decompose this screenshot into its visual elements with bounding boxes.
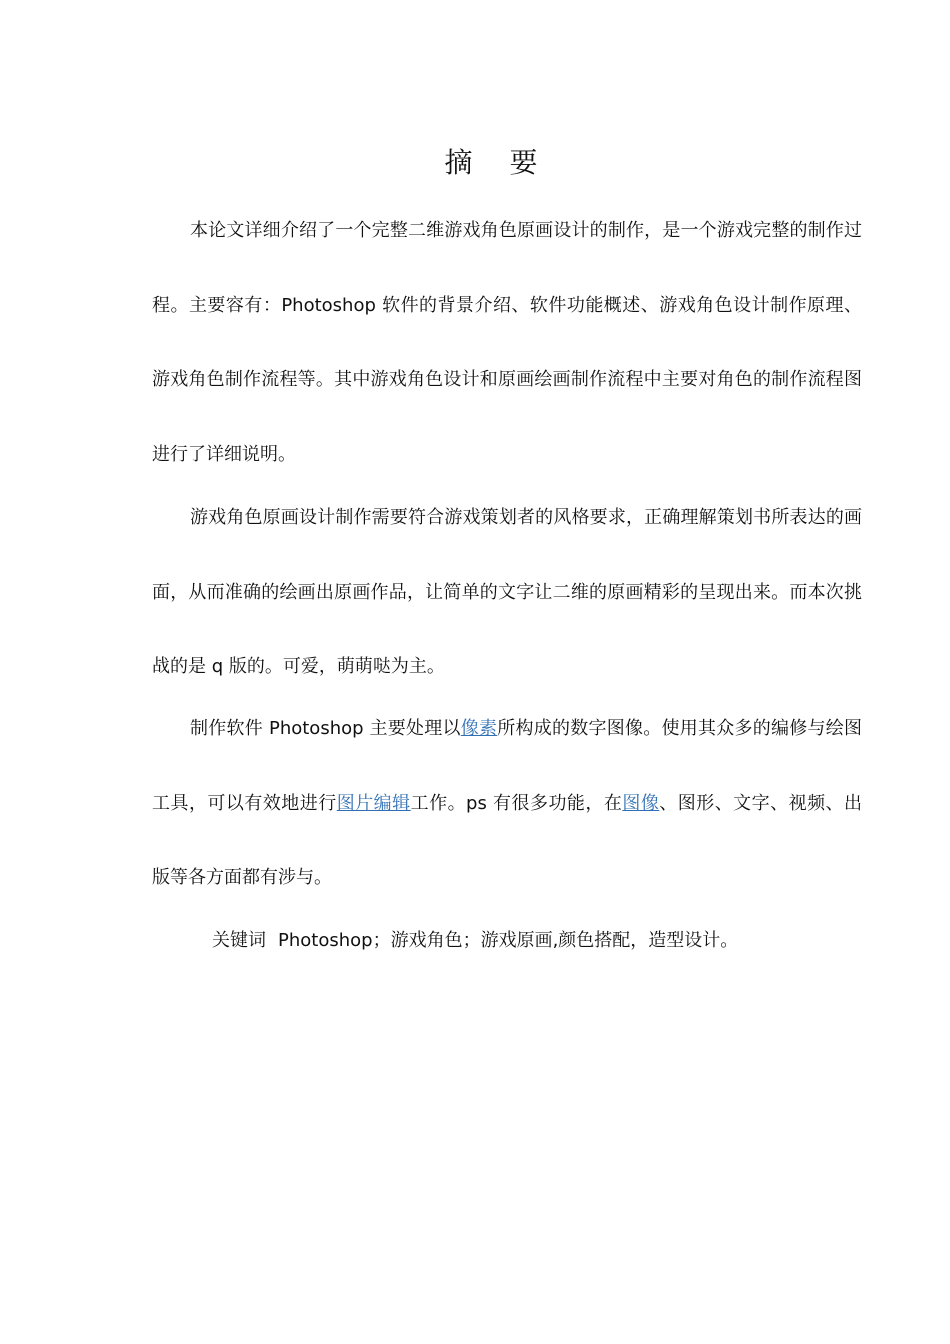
paragraph-text: 、图形、文字、视频、出版等各方面都有涉与。: [152, 792, 863, 888]
keywords-line: [212, 926, 862, 956]
abstract-paragraph-1: 本论文详细介绍了一个完整二维游戏角色原画设计的制作，是一个游戏完整的制作过程。主要容有：Photoshop 软件的背景介绍、软件功能概述、游戏角色设计制作原理、游戏角色制作流程等。其中游戏角色设计和原画绘画制作流程中主要对角色的制作流程图进行了详细说明。: [152, 220, 862, 465]
keywords-label: 关键词: [212, 930, 266, 951]
link-image[interactable]: 图像: [622, 792, 660, 814]
page-title: 摘 要: [444, 146, 552, 179]
abstract-paragraph-3: [152, 692, 862, 916]
link-image-editing[interactable]: 图片编辑: [336, 792, 411, 814]
keywords-text: Photoshop；游戏角色；游戏原画,颜色搭配，造型设计。: [278, 930, 739, 951]
paragraph-text: 所构成的数字图像。使用其众多的编修与绘图工具，可以有效地进行: [152, 718, 863, 814]
link-pixel[interactable]: 像素: [460, 718, 498, 739]
paragraph-text: 制作软件 Photoshop 主要处理以: [190, 718, 461, 739]
abstract-paragraph-2: 游戏角色原画设计制作需要符合游戏策划者的风格要求，正确理解策划书所表达的画面，从而准确的绘画出原画作品，让简单的文字让二维的原画精彩的呈现出来。而本次挑战的是 q 版的。可爱，萌萌哒为主。: [152, 507, 862, 677]
paragraph-text: 工作。ps 有很多功能，在: [410, 792, 623, 814]
